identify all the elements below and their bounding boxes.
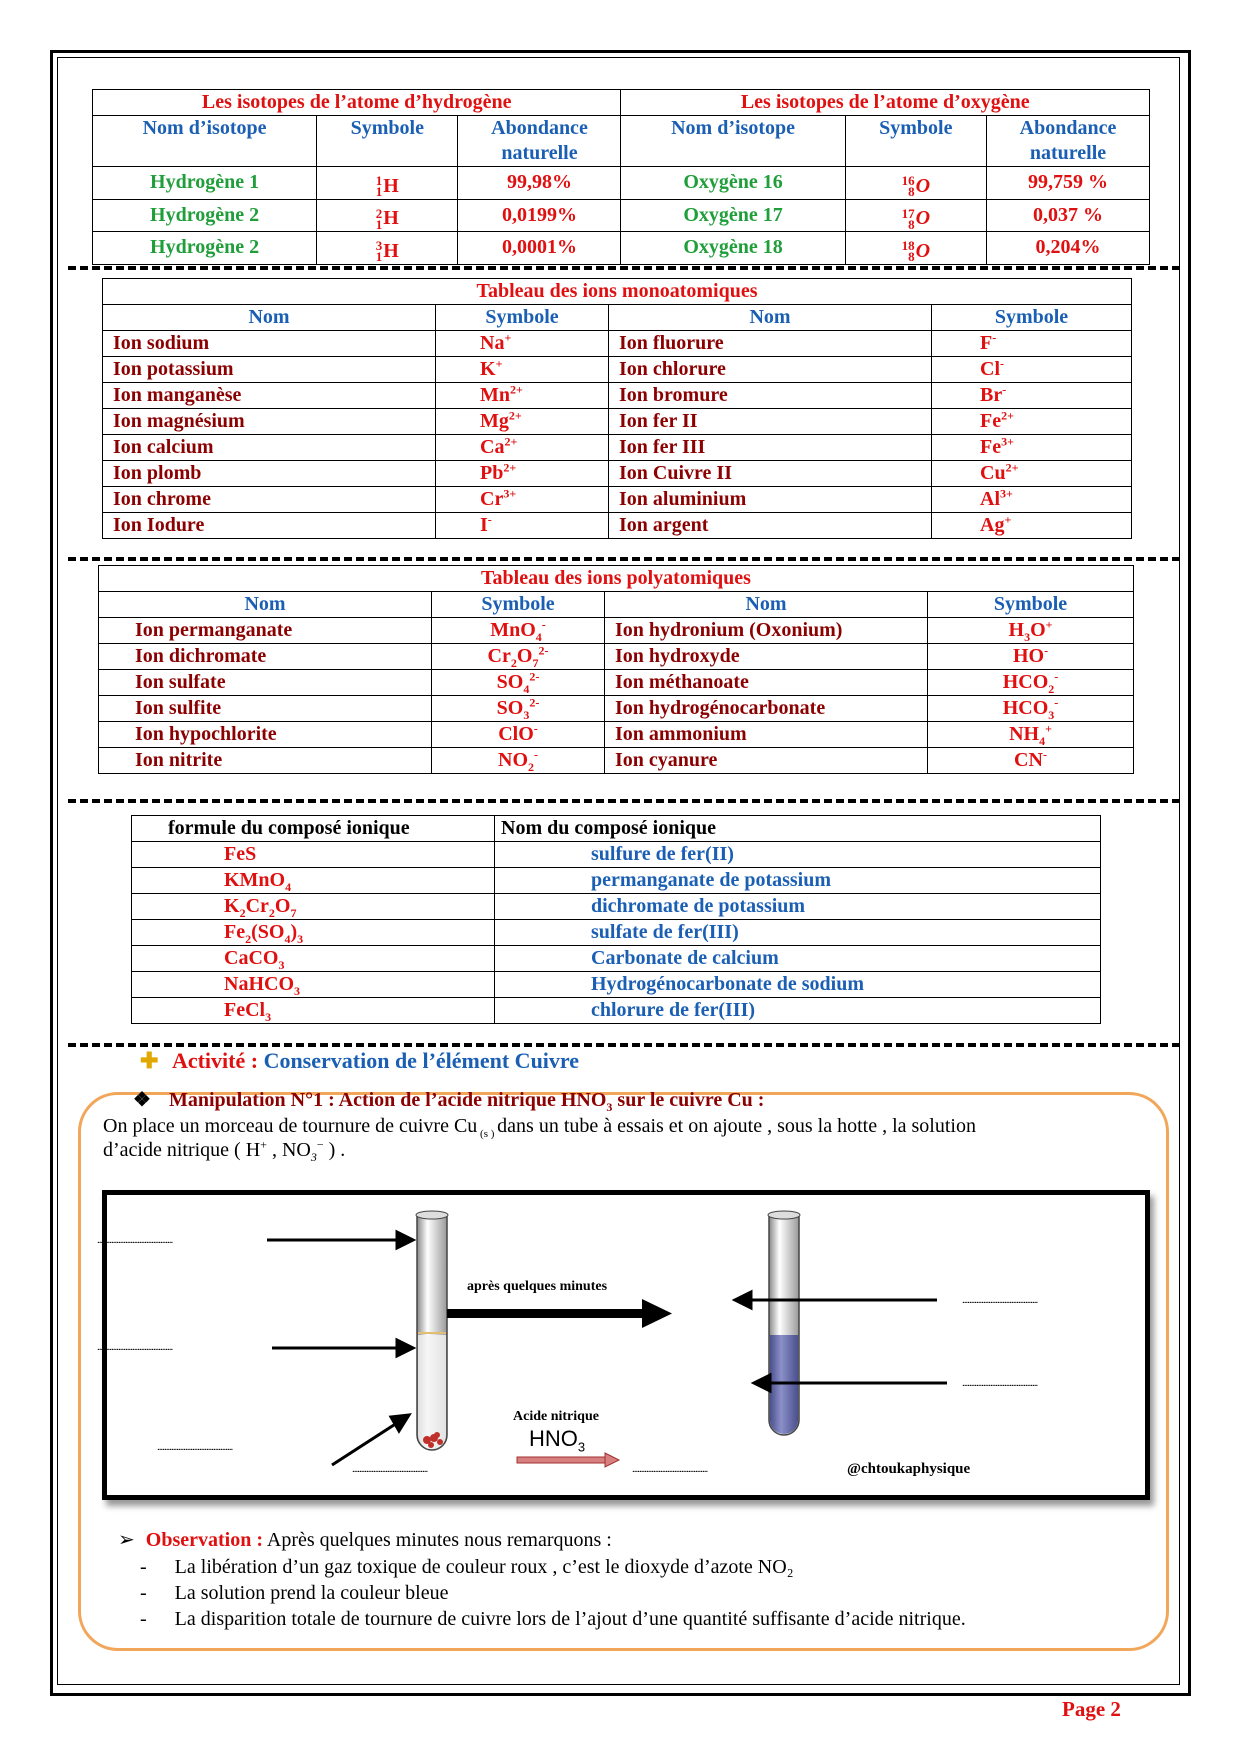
isotope-symbol: 1 1 H	[317, 167, 458, 200]
blank-line: ...........................................	[97, 1341, 173, 1353]
header-name: Nom	[99, 592, 432, 618]
isotope-name: Oxygène 17	[621, 199, 845, 232]
test-tube-before	[416, 1211, 448, 1450]
header-name: Nom	[103, 305, 436, 331]
ion-symbol: Na+	[436, 331, 609, 357]
ion-symbol: $Al^{3+}$	[932, 487, 1132, 513]
watermark: @chtoukaphysique	[847, 1461, 971, 1477]
ion-symbol: Cl-	[932, 357, 1132, 383]
ion-name: Ion hypochlorite	[99, 722, 432, 748]
poly-ion-row	[99, 696, 1134, 722]
header-compound-name: Nom du composé ionique	[495, 816, 1101, 842]
ion-name: Ion bromure	[609, 383, 932, 409]
ion-name: Ion plomb	[103, 461, 436, 487]
ion-symbol: ClO-	[432, 722, 605, 748]
ion-symbol: $Cr^{3+}$	[436, 487, 609, 513]
isotope-symbol: 17 8 O	[845, 199, 986, 232]
pointer-arrows	[267, 1232, 947, 1465]
ion-name: Ion potassium	[103, 357, 436, 383]
isotope-abundance: 99,98%	[458, 167, 621, 200]
compound-row	[132, 998, 1101, 1024]
isotope-name: Hydrogène 1	[93, 167, 317, 200]
observation-item: - La solution prend la couleur bleue	[140, 1582, 449, 1604]
ion-symbol: $H_3O^+$	[928, 618, 1134, 644]
page-number: Page 2	[1062, 1697, 1121, 1721]
mono-ion-row	[103, 383, 1132, 409]
diamond-bullet-icon: ❖	[133, 1089, 151, 1111]
experiment-diagram	[97, 1190, 1150, 1500]
ion-name: Ion fer III	[609, 435, 932, 461]
header-name: Nom d’isotope	[621, 116, 845, 167]
header-name: Nom	[605, 592, 928, 618]
ion-name: Ion hydrogénocarbonate	[605, 696, 928, 722]
observation-intro: Après quelques minutes nous remarquons :	[262, 1529, 612, 1551]
ion-symbol: $NO_2^-$	[432, 748, 605, 774]
isotope-symbol: 2 1 H	[317, 199, 458, 232]
ion-symbol: $Mn^{2+}$	[436, 383, 609, 409]
observation-item: - La libération d’un gaz toxique de couleur roux , c’est le dioxyde d’azote NO₂	[140, 1556, 794, 1578]
compound-name: sulfure de fer(II)	[495, 842, 1101, 868]
separator	[68, 557, 1180, 561]
isotopes-table	[92, 89, 1150, 265]
ion-name: Ion calcium	[103, 435, 436, 461]
observation-item: - La disparition totale de tournure de cuivre lors de l’ajout d’une quantité suffisante d’acide nitrique.	[140, 1608, 966, 1630]
ion-symbol: $HCO_2^-$	[928, 670, 1134, 696]
manipulation-title: ❖ Manipulation N°1 : Action de l’acide nitrique $HNO_3$ sur le cuivre Cu :	[133, 1089, 765, 1114]
compound-formula: FeS	[132, 842, 495, 868]
ion-name: Ion chlorure	[609, 357, 932, 383]
ion-symbol: F-	[932, 331, 1132, 357]
isotope-abundance: 0,204%	[987, 232, 1150, 265]
header-abundance: Abondance naturelle	[458, 116, 621, 167]
header-symbol: Symbole	[928, 592, 1134, 618]
ion-name: Ion sulfate	[99, 670, 432, 696]
ion-symbol: $SO_4^{2-}$	[432, 670, 605, 696]
blank-line: ...........................................	[157, 1441, 233, 1453]
compound-formula: $Fe_2(SO_4)_3$	[132, 920, 495, 946]
header-name: Nom d’isotope	[93, 116, 317, 167]
ion-name: Ion méthanoate	[605, 670, 928, 696]
ion-symbol: $Fe^{2+}$	[932, 409, 1132, 435]
compound-row	[132, 946, 1101, 972]
compound-row	[132, 868, 1101, 894]
ion-symbol: MnO$_4$-	[432, 618, 605, 644]
poly-ion-row	[99, 670, 1134, 696]
compound-name: chlorure de fer(III)	[495, 998, 1101, 1024]
ion-name: Ion permanganate	[99, 618, 432, 644]
compound-name: sulfate de fer(III)	[495, 920, 1101, 946]
header-symbol: Symbole	[317, 116, 458, 167]
ion-name: Ion sodium	[103, 331, 436, 357]
compound-formula: NaHCO$_3$	[132, 972, 495, 998]
ion-name: Ion hydronium (Oxonium)	[605, 618, 928, 644]
after-minutes-label: après quelques minutes	[467, 1279, 608, 1294]
poly-ion-row	[99, 722, 1134, 748]
activity-heading	[140, 1049, 579, 1073]
compound-row	[132, 842, 1101, 868]
isotope-abundance: 99,759 %	[987, 167, 1150, 200]
hydrogen-title: Les isotopes de l’atome d’hydrogène	[93, 90, 621, 116]
test-tube-after	[768, 1211, 800, 1435]
ion-symbol: $Ca^{2+}$	[436, 435, 609, 461]
ion-name: Ion magnésium	[103, 409, 436, 435]
header-abundance: Abondance naturelle	[987, 116, 1150, 167]
isotope-row	[93, 167, 1150, 200]
mono-ions-table	[102, 278, 1132, 539]
ion-name: Ion fluorure	[609, 331, 932, 357]
mono-ion-row	[103, 357, 1132, 383]
ion-name: Ion nitrite	[99, 748, 432, 774]
blank-line: ...........................................	[962, 1377, 1038, 1389]
header-symbol: Symbole	[436, 305, 609, 331]
mono-ion-row	[103, 487, 1132, 513]
ion-symbol: $SO_3^{2-}$	[432, 696, 605, 722]
ion-name: Ion Iodure	[103, 513, 436, 539]
ion-symbol: K+	[436, 357, 609, 383]
mono-ion-row	[103, 435, 1132, 461]
ion-symbol: Br-	[932, 383, 1132, 409]
poly-ions-table	[98, 565, 1134, 774]
compound-formula: $K_2Cr_2O_7$	[132, 894, 495, 920]
mono-ion-row	[103, 409, 1132, 435]
ion-symbol: $Mg^{2+}$	[436, 409, 609, 435]
reaction-arrow	[447, 1299, 672, 1328]
header-formula: formule du composé ionique	[132, 816, 495, 842]
separator	[68, 1043, 1180, 1047]
isotope-row	[93, 232, 1150, 265]
separator	[68, 799, 1180, 803]
ion-name: Ion argent	[609, 513, 932, 539]
poly-ion-row	[99, 748, 1134, 774]
isotope-symbol: 16 8 O	[845, 167, 986, 200]
compound-row	[132, 920, 1101, 946]
mono-ion-row	[103, 513, 1132, 539]
ion-name: Ion cyanure	[605, 748, 928, 774]
compound-name: Carbonate de calcium	[495, 946, 1101, 972]
isotope-symbol: 3 1 H	[317, 232, 458, 265]
header-symbol: Symbole	[432, 592, 605, 618]
blank-line: ...........................................	[352, 1463, 428, 1475]
compounds-table	[131, 815, 1101, 1024]
ion-name: Ion aluminium	[609, 487, 932, 513]
arrow-bullet-icon: ➢	[118, 1529, 135, 1551]
ion-symbol: I-	[436, 513, 609, 539]
blank-line: ...........................................	[962, 1294, 1038, 1306]
header-symbol: Symbole	[932, 305, 1132, 331]
ion-symbol: HO-	[928, 644, 1134, 670]
blank-line: ...........................................	[632, 1463, 708, 1475]
compound-name: dichromate de potassium	[495, 894, 1101, 920]
compound-row	[132, 972, 1101, 998]
ion-name: Ion ammonium	[605, 722, 928, 748]
activity-title: Conservation de l’élément Cuivre	[258, 1048, 580, 1073]
ion-name: Ion hydroxyde	[605, 644, 928, 670]
ion-name: Ion chrome	[103, 487, 436, 513]
isotope-abundance: 0,037 %	[987, 199, 1150, 232]
compound-name: permanganate de potassium	[495, 868, 1101, 894]
acid-formula: $HNO_3$	[529, 1426, 586, 1455]
observation-label: Observation :	[145, 1529, 263, 1551]
ion-symbol: $Fe^{3+}$	[932, 435, 1132, 461]
observation-heading	[118, 1528, 612, 1552]
ion-name: Ion dichromate	[99, 644, 432, 670]
mono-ion-row	[103, 461, 1132, 487]
isotope-abundance: 0,0001%	[458, 232, 621, 265]
activity-label: Activité :	[171, 1048, 259, 1073]
header-symbol: Symbole	[845, 116, 986, 167]
isotope-name: Hydrogène 2	[93, 232, 317, 265]
ion-symbol: $Cr_2O_7^{2-}$	[432, 644, 605, 670]
isotope-row	[93, 199, 1150, 232]
acid-label: Acide nitrique	[513, 1409, 599, 1424]
ion-symbol: $Cu^{2+}$	[932, 461, 1132, 487]
mono-ion-row	[103, 331, 1132, 357]
isotope-name: Hydrogène 2	[93, 199, 317, 232]
compound-formula: KMnO$_4$	[132, 868, 495, 894]
blank-line: ...........................................	[97, 1234, 173, 1246]
isotope-name: Oxygène 18	[621, 232, 845, 265]
isotope-abundance: 0,0199%	[458, 199, 621, 232]
ion-symbol: Ag+	[932, 513, 1132, 539]
separator	[68, 266, 1180, 270]
isotope-name: Oxygène 16	[621, 167, 845, 200]
compound-name: Hydrogénocarbonate de sodium	[495, 972, 1101, 998]
compound-formula: CaCO$_3$	[132, 946, 495, 972]
ion-symbol: $NH_4^+$	[928, 722, 1134, 748]
acid-arrow	[517, 1453, 619, 1467]
ion-symbol: $HCO_3^-$	[928, 696, 1134, 722]
poly-ion-row	[99, 618, 1134, 644]
poly-title: Tableau des ions polyatomiques	[99, 566, 1134, 592]
ion-symbol: $Pb^{2+}$	[436, 461, 609, 487]
plus-icon: ✚	[140, 1048, 159, 1073]
compound-formula: FeCl$_3$	[132, 998, 495, 1024]
oxygen-title: Les isotopes de l’atome d’oxygène	[621, 90, 1150, 116]
mono-title: Tableau des ions monoatomiques	[103, 279, 1132, 305]
ion-name: Ion fer II	[609, 409, 932, 435]
ion-name: Ion sulfite	[99, 696, 432, 722]
manipulation-intro: On place un morceau de tournure de cuivre Cu $_{(s )}$ dans un tube à essais et on ajoute , sous la hotte , la solution d’acide nitrique ( H+ , $NO_3^-$ ) .	[103, 1115, 976, 1164]
ion-name: Ion Cuivre II	[609, 461, 932, 487]
isotope-symbol: 18 8 O	[845, 232, 986, 265]
ion-symbol: CN-	[928, 748, 1134, 774]
compound-row	[132, 894, 1101, 920]
header-name: Nom	[609, 305, 932, 331]
ion-name: Ion manganèse	[103, 383, 436, 409]
poly-ion-row	[99, 644, 1134, 670]
